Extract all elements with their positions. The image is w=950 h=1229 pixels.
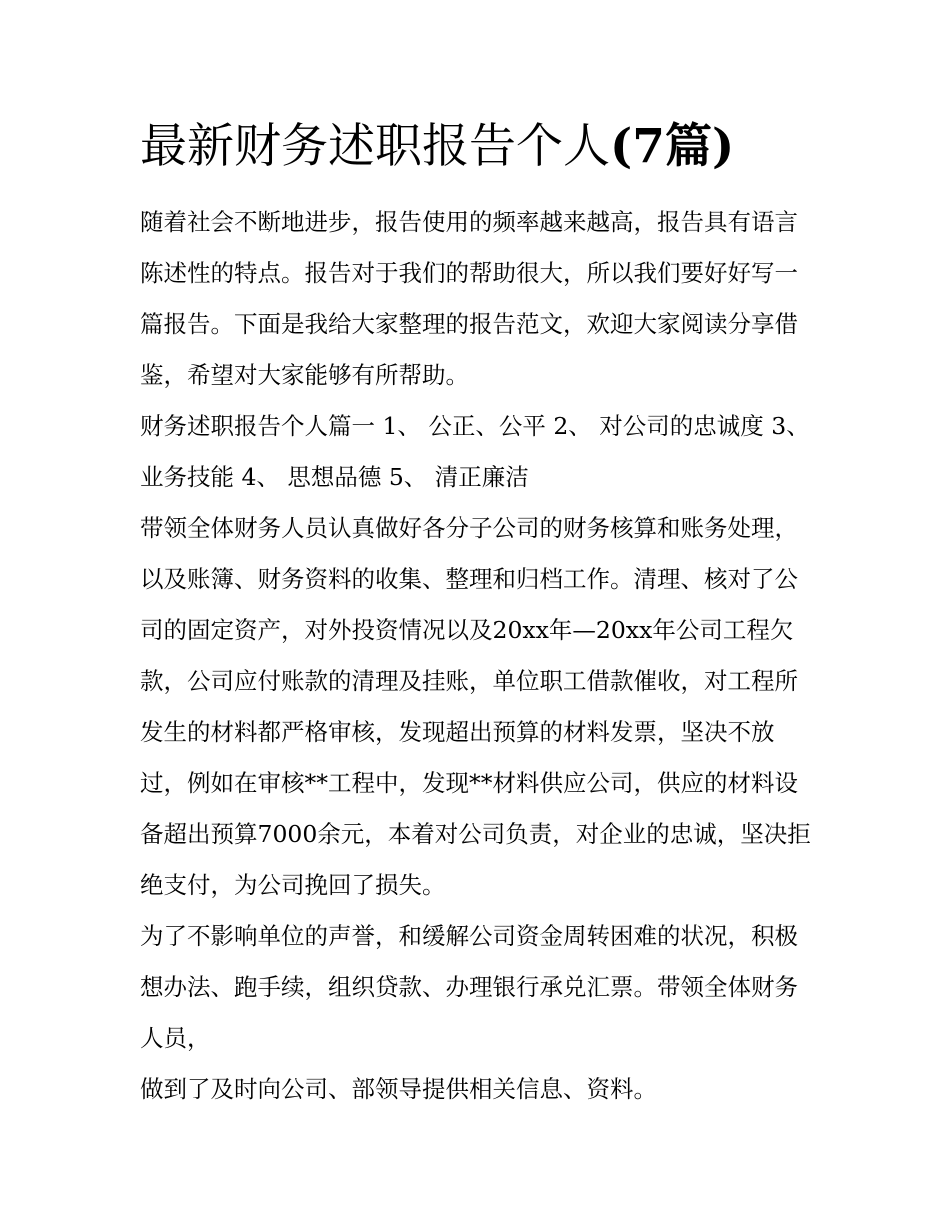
document-title [140,115,734,179]
document-body [140,197,820,1115]
body-paragraph: 为了不影响单位的声誉，和缓解公司资金周转困难的状况，积极想办法、跑手续，组织贷款、办理银行承兑汇票。带领全体财务人员， [140,922,798,1052]
body-paragraph: 做到了及时向公司、部领导提供相关信息、资料。 [140,1075,657,1103]
body-paragraph: 带领全体财务人员认真做好各分子公司的财务核算和账务处理，以及账簿、财务资料的收集、整理和归档工作。清理、核对了公司的固定资产，对外投资情况以及20xx年—20xx年公司工程欠款，公司应付账款的清理及挂账，单位职工借款催收，对工程所发生的材料都严格审核，发现超出预算的材料发票，坚决不放过，例如在审核**工程中，发现**材料供应公司，供应的材料设备超出预算7000余元，本着对公司负责，对企业的忠诚，坚决拒绝支付，为公司挽回了损失。 [140,514,811,899]
title-main: 最新财务述职报告个人 [140,119,610,174]
section-heading-paragraph: 财务述职报告个人篇一 1、 公正、公平 2、 对公司的忠诚度 3、 业务技能 4、 思想品德 5、 清正廉洁 [140,412,810,491]
title-count: (7篇) [610,119,735,174]
intro-paragraph: 随着社会不断地进步，报告使用的频率越来越高，报告具有语言陈述性的特点。报告对于我们的帮助很大，所以我们要好好写一篇报告。下面是我给大家整理的报告范文，欢迎大家阅读分享借鉴，希望对大家能够有所帮助。 [140,208,798,389]
